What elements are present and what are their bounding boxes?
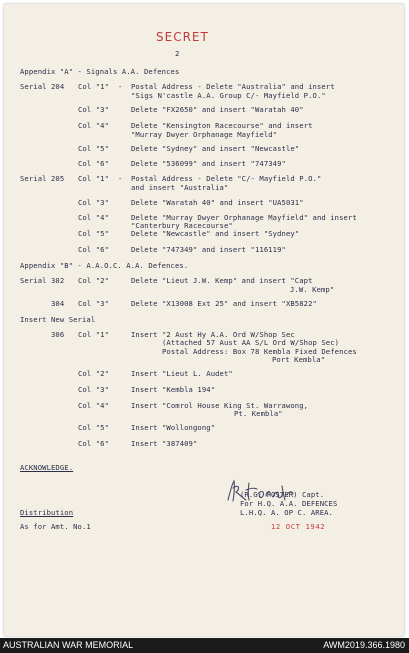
serial-306-label: 306 bbox=[51, 330, 65, 339]
s204-col4-text2: "Murray Dwyer Orphanage Mayfield" bbox=[131, 130, 278, 139]
footer-accession-number: AWM2019.366.1980 bbox=[323, 640, 405, 650]
s306-col5: Col "5" bbox=[78, 423, 109, 432]
s204-col3-text: Delete "FX2650" and insert "Waratah 40" bbox=[131, 105, 304, 114]
s306-col1-line2: (Attached 57 Aust AA S/L Ord W/Shop Sec) bbox=[162, 338, 340, 347]
s204-col3: Col "3" bbox=[78, 105, 109, 114]
s204-col1-dash: - bbox=[118, 82, 123, 91]
s205-col4-text2: "Canterbury Racecourse" bbox=[131, 221, 233, 230]
s306-col1-line4: Port Kembla" bbox=[272, 355, 326, 364]
classification-heading: SECRET bbox=[156, 30, 209, 44]
signature-name-line: (R.G. FOSTER) Capt. bbox=[240, 490, 325, 499]
s306-col4-line2: Pt. Kembla" bbox=[234, 409, 283, 418]
serial-205-label: Serial 205 bbox=[20, 174, 65, 183]
s205-col3-text: Delete "Waratah 40" and insert "UA5031" bbox=[131, 198, 304, 207]
serial-302-label: Serial 302 bbox=[20, 276, 65, 285]
s205-col1: Col "1" bbox=[78, 174, 109, 183]
s306-col1: Col "1" bbox=[78, 330, 109, 339]
page-number: 2 bbox=[175, 49, 180, 58]
s204-col1-text: Postal Address - Delete "Australia" and insert bbox=[131, 82, 335, 91]
signature-area-line: L.H.Q. A. OP C. AREA. bbox=[240, 508, 333, 517]
footer-source: AUSTRALIAN WAR MEMORIAL bbox=[3, 640, 134, 650]
s306-col2: Col "2" bbox=[78, 369, 109, 378]
serial-204-label: Serial 204 bbox=[20, 82, 65, 91]
s302-text: Delete "Lieut J.W. Kemp" and insert "Capt bbox=[131, 276, 313, 285]
signature-hq-line: For H.Q. A.A. DEFENCES bbox=[240, 499, 338, 508]
s306-col4: Col "4" bbox=[78, 401, 109, 410]
s204-col5-text: Delete "Sydney" and insert "Newcastle" bbox=[131, 144, 300, 153]
s306-col1-line1: Insert "2 Aust Hy A.A. Ord W/Shop Sec bbox=[131, 330, 295, 339]
s205-col1-dash: - bbox=[118, 174, 123, 183]
s302-text2: J.W. Kemp" bbox=[290, 285, 335, 294]
s205-col5-text: Delete "Newcastle" and insert "Sydney" bbox=[131, 229, 300, 238]
s204-col1-text2: "Sigs N'castle A.A. Group C/- Mayfield P.O." bbox=[131, 91, 326, 100]
s302-col2: Col "2" bbox=[78, 276, 109, 285]
s306-col3: Col "3" bbox=[78, 385, 109, 394]
s204-col1: Col "1" bbox=[78, 82, 109, 91]
s205-col4: Col "4" bbox=[78, 213, 109, 222]
s304-text: Delete "X13008 Ext 25" and insert "XB5822" bbox=[131, 299, 317, 308]
s204-col5: Col "5" bbox=[78, 144, 109, 153]
s306-col6: Col "6" bbox=[78, 439, 109, 448]
s205-col1-text: Postal Address - Delete "C/- Mayfield P.O." bbox=[131, 174, 322, 183]
s205-col6: Col "6" bbox=[78, 245, 109, 254]
s205-col6-text: Delete "747349" and insert "116119" bbox=[131, 245, 286, 254]
s205-col4-text: Delete "Murray Dwyer Orphanage Mayfield" and insert bbox=[131, 213, 357, 222]
s205-col5: Col "5" bbox=[78, 229, 109, 238]
s205-col1-text2: and insert "Australia" bbox=[131, 183, 229, 192]
s204-col4-text: Delete "Kensington Racecourse" and insert bbox=[131, 121, 313, 130]
s204-col4: Col "4" bbox=[78, 121, 109, 130]
s306-col3-line1: Insert "Kembla 194" bbox=[131, 385, 216, 394]
footer-bar bbox=[0, 638, 409, 653]
acknowledge-heading: ACKNOWLEDGE. bbox=[20, 463, 74, 472]
new-serial-heading: Insert New Serial bbox=[20, 315, 96, 324]
appendix-a-heading: Appendix "A" - Signals A.A. Defences bbox=[20, 67, 180, 76]
s304-col3: Col "3" bbox=[78, 299, 109, 308]
s306-col4-line1: Insert "Comrol House King St. Warrawong, bbox=[131, 401, 309, 410]
appendix-b-heading: Appendix "B" - A.A.O.C. A.A. Defences. bbox=[20, 261, 189, 270]
s204-col6-text: Delete "536099" and insert "747349" bbox=[131, 159, 286, 168]
s306-col6-line1: Insert "387409" bbox=[131, 439, 198, 448]
s205-col3: Col "3" bbox=[78, 198, 109, 207]
s306-col2-line1: Insert "Lieut L. Audet" bbox=[131, 369, 233, 378]
s306-col5-line1: Insert "Wollongong" bbox=[131, 423, 216, 432]
s306-col1-line3: Postal Address: Box 78 Kembla Fixed Defences bbox=[162, 347, 357, 356]
s204-col6: Col "6" bbox=[78, 159, 109, 168]
serial-304-label: 304 bbox=[51, 299, 65, 308]
distribution-heading: Distribution bbox=[20, 508, 74, 517]
date-stamp: 12 OCT 1942 bbox=[271, 522, 326, 531]
distribution-text: As for Amt. No.1 bbox=[20, 522, 91, 531]
